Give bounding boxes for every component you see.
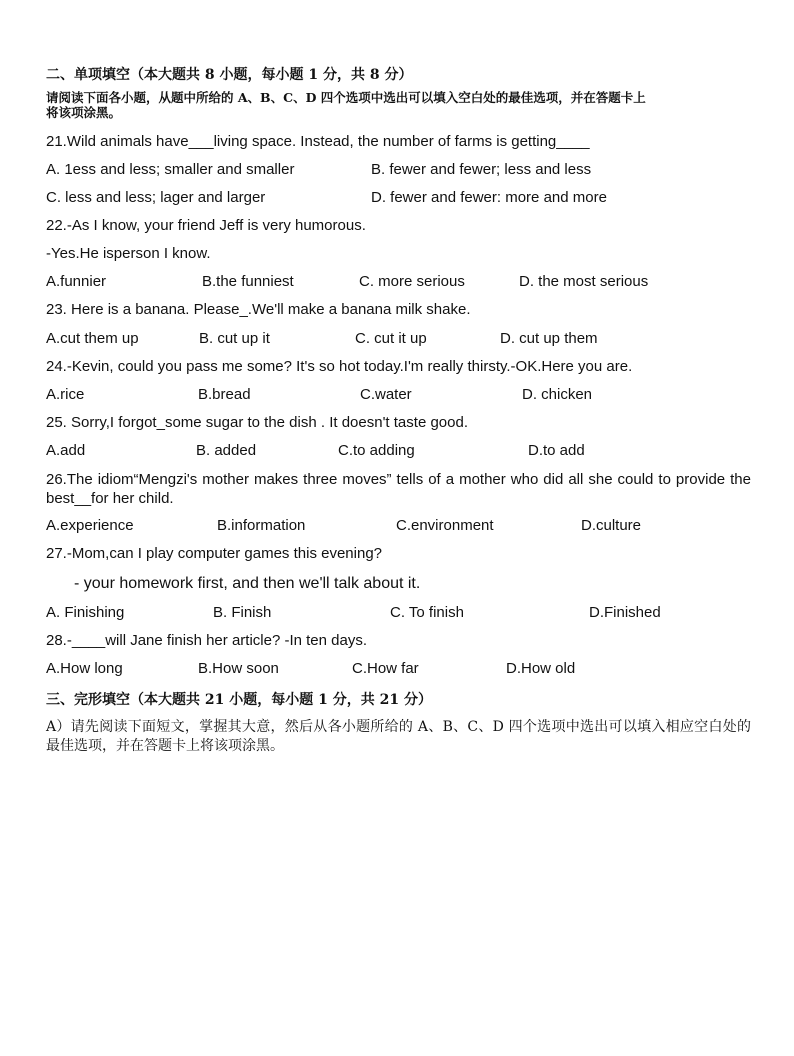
question-21-option-a[interactable]: A. 1ess and less; smaller and smaller xyxy=(46,161,295,178)
question-24-option-c[interactable]: C.water xyxy=(360,386,412,403)
question-28-option-c[interactable]: C.How far xyxy=(352,660,419,677)
question-27-option-a[interactable]: A. Finishing xyxy=(46,604,125,621)
question-25-option-a[interactable]: A.add xyxy=(46,442,86,459)
question-25-stem: 25. Sorry,I forgot_some sugar to the dish . It doesn't taste good. xyxy=(46,414,468,431)
question-22-stem: 22.-As I know, your friend Jeff is very humorous. xyxy=(46,217,366,234)
question-28-option-d[interactable]: D.How old xyxy=(506,660,576,677)
question-22-option-d[interactable]: D. the most serious xyxy=(519,273,649,290)
question-28-option-b[interactable]: B.How soon xyxy=(198,660,279,677)
question-24-option-a[interactable]: A.rice xyxy=(46,386,85,403)
question-23-stem: 23. Here is a banana. Please_.We'll make a banana milk shake. xyxy=(46,301,471,318)
section-3-heading: 三、完形填空（本大题共 21 小题，每小题 1 分，共 21 分） xyxy=(46,692,432,708)
question-25-option-c[interactable]: C.to adding xyxy=(338,442,415,459)
section-3-instruction: A）请先阅读下面短文，掌握其大意，然后从各小题所给的 A、B、C、D 四个选项中选出可以填入相应空白处的最佳选项，并在答题卡上将该项涂黑。 xyxy=(46,719,751,754)
question-28-stem: 28.-____will Jane finish her article? -In ten days. xyxy=(46,632,368,649)
question-22-option-c[interactable]: C. more serious xyxy=(359,273,465,290)
question-24-option-b[interactable]: B.bread xyxy=(198,386,251,403)
question-21-option-b[interactable]: B. fewer and fewer; less and less xyxy=(371,161,592,178)
question-22-reply: -Yes.He isperson I know. xyxy=(46,245,211,262)
question-24-option-d[interactable]: D. chicken xyxy=(522,386,593,403)
question-22-option-a[interactable]: A.funnier xyxy=(46,273,107,290)
question-25-option-b[interactable]: B. added xyxy=(196,442,257,459)
question-23-option-d[interactable]: D. cut up them xyxy=(500,330,598,347)
question-28-option-a[interactable]: A.How long xyxy=(46,660,123,677)
question-27-option-c[interactable]: C. To finish xyxy=(390,604,464,621)
question-26-option-d[interactable]: D.culture xyxy=(581,517,642,534)
section-2-instruction-line-2: 将该项涂黑。 xyxy=(46,105,122,120)
question-27-stem: 27.-Mom,can I play computer games this evening? xyxy=(46,545,382,562)
question-22-option-b[interactable]: B.the funniest xyxy=(202,273,294,290)
question-26-option-c[interactable]: C.environment xyxy=(396,517,494,534)
question-24-stem: 24.-Kevin, could you pass me some? It's so hot today.I'm really thirsty.-OK.Here you are. xyxy=(46,358,633,375)
question-26-option-a[interactable]: A.experience xyxy=(46,517,134,534)
question-27-reply: - your homework first, and then we'll talk about it. xyxy=(74,575,421,592)
section-2-heading: 二、单项填空（本大题共 8 小题，每小题 1 分，共 8 分） xyxy=(46,67,413,83)
question-23-option-b[interactable]: B. cut up it xyxy=(199,330,270,347)
question-26-stem: 26.The idiom“Mengzi's mother makes three moves” tells of a mother who did all she could to provide the best__for her child. xyxy=(46,471,751,507)
section-2-instruction-line-1: 请阅读下面各小题，从题中所给的 A、B、C、D 四个选项中选出可以填入空白处的最佳选项，并在答题卡上 xyxy=(46,90,646,105)
question-23-option-c[interactable]: C. cut it up xyxy=(355,330,427,347)
question-21-option-c[interactable]: C. less and less; lager and larger xyxy=(46,189,266,206)
question-21-stem: 21.Wild animals have___living space. Instead, the number of farms is getting____ xyxy=(46,133,590,150)
question-25-option-d[interactable]: D.to add xyxy=(528,442,585,459)
question-23-option-a[interactable]: A.cut them up xyxy=(46,330,139,347)
question-27-option-b[interactable]: B. Finish xyxy=(213,604,272,621)
question-27-option-d[interactable]: D.Finished xyxy=(589,604,661,621)
question-21-option-d[interactable]: D. fewer and fewer: more and more xyxy=(371,189,607,206)
question-26-option-b[interactable]: B.information xyxy=(217,517,306,534)
